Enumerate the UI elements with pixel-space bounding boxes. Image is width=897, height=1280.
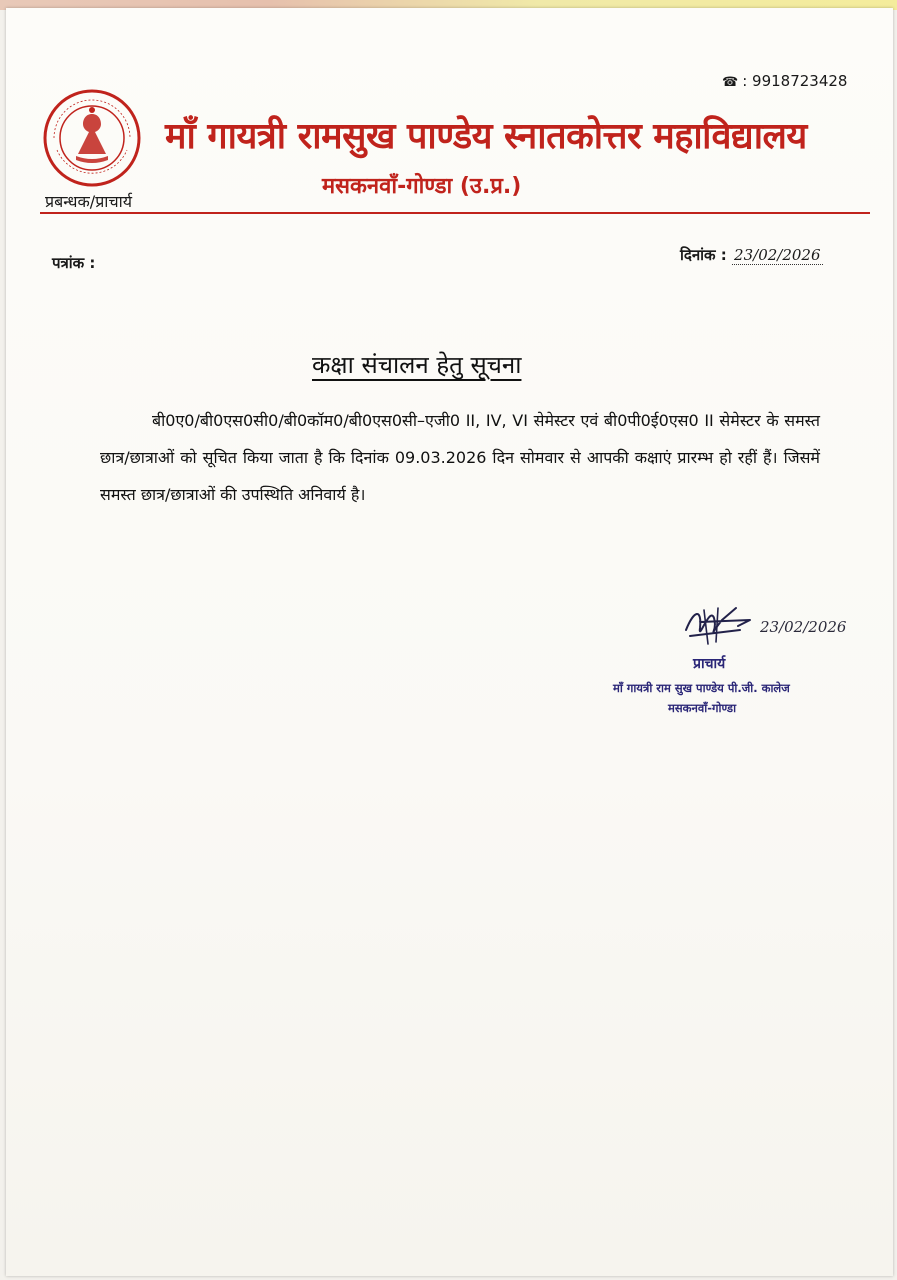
signature-date: 23/02/2026 bbox=[760, 618, 847, 636]
phone-icon: ☎ bbox=[722, 75, 739, 90]
date-value: 23/02/2026 bbox=[734, 246, 821, 264]
manager-label: प्रबन्धक/प्राचार्य bbox=[45, 192, 133, 211]
phone-value: 9918723428 bbox=[752, 72, 848, 90]
notice-heading: कक्षा संचालन हेतु सूचना bbox=[312, 351, 522, 379]
date-line bbox=[680, 245, 823, 265]
college-place: मसकनवाँ-गोण्डा (उ.प्र.) bbox=[322, 174, 522, 199]
stamp-college-place: मसकनवाँ-गोण्डा bbox=[668, 701, 737, 715]
stamp-college-name: माँ गायत्री राम सुख पाण्डेय पी.जी. कालेज bbox=[613, 681, 790, 695]
reference-label: पत्रांक : bbox=[52, 254, 96, 272]
notice-body: बी0ए0/बी0एस0सी0/बी0कॉम0/बी0एस0सी–एजी0 II, IV, VI सेमेस्टर एवं बी0पी0ई0एस0 II सेमेस्टर के समस्त छात्र/छात्राओं को सूचित किया जाता है कि दिनांक 09.03.2026 दिन सोमवार से आपकी कक्षाएं प्रारम्भ हो रहीं हैं। जिसमें समस्त छात्र/छात्राओं की उपस्थिति अनिवार्य है। bbox=[100, 411, 820, 504]
letterhead-divider bbox=[40, 212, 870, 214]
college-name: माँ गायत्री रामसुख पाण्डेय स्नातकोत्तर महाविद्यालय bbox=[165, 116, 807, 157]
date-label: दिनांक : bbox=[680, 246, 727, 264]
college-seal-logo bbox=[42, 88, 142, 188]
phone-number: ☎ : 9918723428 bbox=[722, 72, 848, 90]
principal-title: प्राचार्य bbox=[693, 656, 726, 672]
